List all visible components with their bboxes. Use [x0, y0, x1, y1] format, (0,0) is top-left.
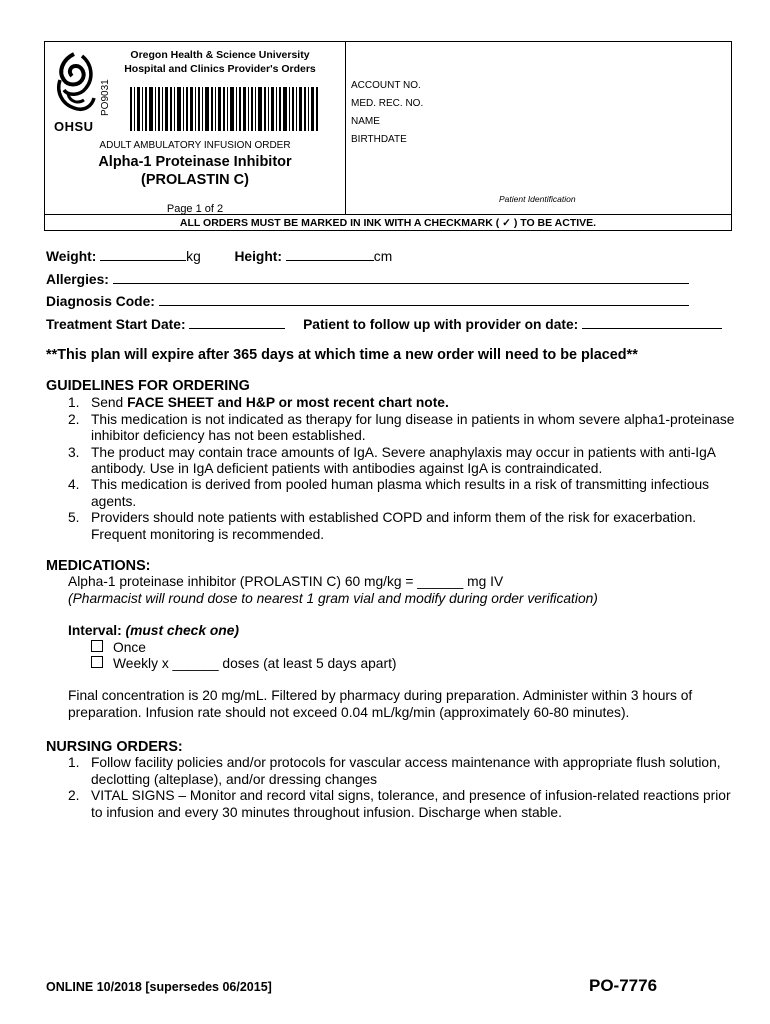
- height-label: Height:: [234, 249, 282, 264]
- diagnosis-label: Diagnosis Code:: [46, 294, 155, 309]
- allergies-label: Allergies:: [46, 272, 109, 287]
- dose-line: Alpha-1 proteinase inhibitor (PROLASTIN C) 60 mg/kg = ______ mg IV: [68, 574, 504, 590]
- footer-form-number: PO-7776: [589, 976, 658, 995]
- interval-label: Interval:: [68, 623, 122, 639]
- treatment-start-label: Treatment Start Date:: [46, 317, 186, 332]
- weight-unit: kg: [186, 249, 201, 264]
- medications-section: [46, 558, 736, 721]
- org-line-2: Hospital and Clinics Provider's Orders: [124, 63, 316, 75]
- account-no-label: ACCOUNT NO.: [351, 80, 421, 91]
- order-type: ADULT AMBULATORY INFUSION ORDER: [99, 140, 291, 151]
- followup-label: Patient to follow up with provider on date:: [303, 317, 579, 332]
- height-field[interactable]: [286, 248, 374, 261]
- guidelines-heading: GUIDELINES FOR ORDERING: [46, 378, 250, 394]
- med-rec-no-label: MED. REC. NO.: [351, 98, 424, 109]
- drug-brand-line: (PROLASTIN C): [141, 172, 249, 188]
- nursing-list: [46, 755, 736, 821]
- weight-field[interactable]: [100, 248, 186, 261]
- height-unit: cm: [373, 249, 393, 264]
- guideline-item: 2. This medication is not indicated as therapy for lung disease in patients in whom severe alpha1-proteinase inhibitor deficiency has not been established.: [68, 411, 735, 444]
- nursing-item: 2. VITAL SIGNS – Monitor and record vital signs, tolerance, and presence of infusion-related reactions prior to infusion and every 30 minutes throughout infusion. Discharge when stable.: [68, 788, 731, 820]
- guideline-item: 4. This medication is derived from pooled human plasma which results in a risk of transmitting infectious agents.: [68, 477, 710, 509]
- nursing-heading: NURSING ORDERS:: [46, 739, 183, 755]
- guidelines-list: [46, 395, 736, 543]
- barcode: [130, 87, 320, 131]
- ohsu-logo-text: OHSU: [54, 119, 94, 134]
- ohsu-logo: [52, 50, 98, 134]
- footer-online-date: ONLINE 10/2018 [supersedes 06/2015]: [46, 980, 272, 994]
- diagnosis-row: [46, 293, 689, 310]
- guideline-item: 1. Send FACE SHEET and H&P or most recent chart note.: [68, 395, 449, 411]
- diagnosis-field[interactable]: [159, 293, 689, 306]
- expire-notice: **This plan will expire after 365 days at which time a new order will need to be placed**: [46, 347, 638, 363]
- weekly-checkbox[interactable]: [91, 656, 103, 668]
- dates-row: [46, 316, 722, 333]
- birthdate-label: BIRTHDATE: [351, 134, 407, 145]
- interval-row: [46, 623, 736, 639]
- guideline-item: 5. Providers should note patients with established COPD and inform them of the risk for exacerbation. Frequent monitoring is recommended.: [68, 510, 697, 542]
- ink-checkmark-notice: ALL ORDERS MUST BE MARKED IN INK WITH A CHECKMARK ( ✓ ) TO BE ACTIVE.: [179, 217, 597, 229]
- interval-option-once[interactable]: Once: [46, 640, 736, 656]
- form-code-vertical: PO9031: [100, 79, 111, 116]
- treatment-start-field[interactable]: [189, 316, 285, 329]
- guidelines-section: [46, 378, 736, 543]
- page-number: Page 1 of 2: [166, 203, 224, 215]
- weight-row: [46, 248, 392, 265]
- drug-title: [44, 153, 346, 189]
- medications-heading: MEDICATIONS:: [46, 558, 151, 574]
- weight-label: Weight:: [46, 249, 97, 264]
- org-line-1: Oregon Health & Science University: [130, 49, 310, 61]
- patient-id-fields: [351, 77, 423, 149]
- drug-title-line: Alpha-1 Proteinase Inhibitor: [98, 154, 292, 170]
- once-checkbox[interactable]: [91, 640, 103, 652]
- followup-field[interactable]: [582, 316, 722, 329]
- concentration-text: Final concentration is 20 mg/mL. Filtered by pharmacy during preparation. Administer within 3 hours of preparation. Infusion rate should not exceed 0.04 mL/kg/min (approximately 60-80 minutes).: [68, 688, 693, 720]
- nursing-section: [46, 739, 736, 821]
- org-name: [100, 48, 340, 76]
- allergies-field[interactable]: [113, 271, 689, 284]
- interval-option-weekly[interactable]: Weekly x ______ doses (at least 5 days apart): [46, 656, 736, 672]
- ohsu-logo-mark: [52, 50, 98, 116]
- allergies-row: [46, 271, 689, 288]
- guideline-item: 3. The product may contain trace amounts of IgA. Severe anaphylaxis may occur in patients with anti-IgA antibody. Use in IgA deficient patients with antibodies against IgA is contraindicated.: [68, 444, 716, 477]
- patient-identification-label: Patient Identification: [499, 194, 576, 204]
- interval-note: (must check one): [125, 623, 239, 639]
- nursing-item: 1. Follow facility policies and/or protocols for vascular access maintenance with appropriate flush solution, declotting (alteplase), and/or dressing changes: [68, 755, 721, 787]
- dose-note: (Pharmacist will round dose to nearest 1 gram vial and modify during order verification): [68, 590, 598, 606]
- name-label: NAME: [351, 116, 380, 127]
